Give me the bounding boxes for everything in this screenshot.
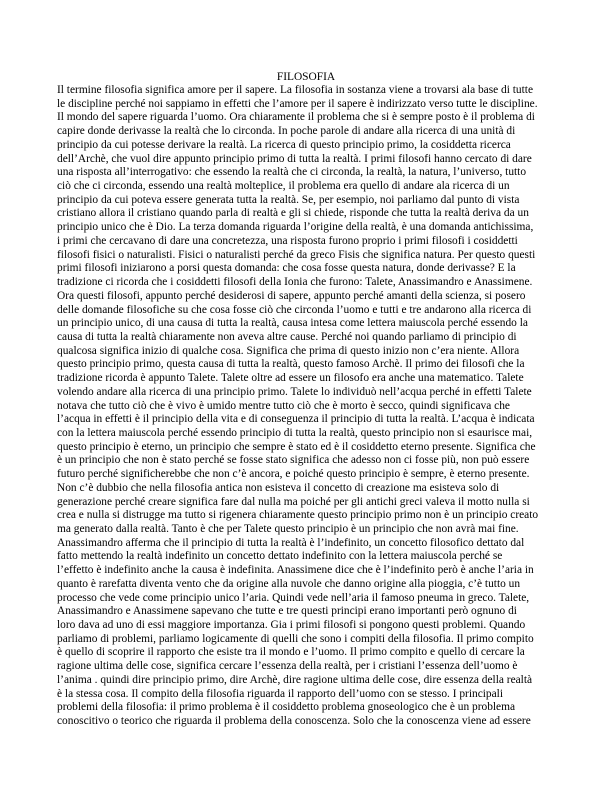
body-text-line: qualcosa significa inizio di qualche cosa. Significa che prima di questo inizio non c’era niente. Allora	[57, 344, 520, 357]
body-text-line: Il termine filosofia significa amore per il sapere. La filosofia in sostanza viene a trovarsi ala base di tutte	[57, 84, 534, 96]
body-text-line: cristiano allora il cristiano quando parla di realtà e gli si chiede, risponde che tutta la realtà deriva da un	[57, 207, 529, 220]
body-text-line: i primi che cercavano di dare una concretezza, una risposta furono proprio i primi filosofi i cosiddetti	[57, 234, 518, 247]
body-text-line: l’effetto è indefinito anche la causa è indefinita. Anassimene dice che è l’indefinito però è anche l’aria in	[57, 564, 534, 577]
document-body	[57, 84, 562, 729]
body-text-line: ciò che ci circonda, essendo una realtà molteplice, il problema era quello di andare ala ricerca di un	[57, 180, 510, 193]
body-text-line: dell’Archè, che vuol dire appunto principio primo di tutta la realtà. I primi filosofi hanno cercato di dare	[57, 152, 532, 165]
body-text-line: quanto è rarefatta diventa vento che da origine alla nuvole che danno origine alla pioggia, c’è tutto un	[57, 577, 521, 590]
body-text-line: delle domande filosofiche su che cosa fosse ciò che circonda l’uomo e tutti e tre andarono alla ricerca di	[57, 303, 532, 316]
body-text-line: questo principio primo, questa causa di tutta la realtà, questo famoso Archè. Il primo dei filosofi che la	[57, 358, 525, 371]
body-text-line: è quello di scoprire il rapporto che esiste tra il mondo e l’uomo. Il primo compito e quello di cercare la	[57, 646, 525, 659]
document-title: FILOSOFIA	[276, 71, 336, 83]
body-text-line: capire donde derivasse la realtà che lo circonda. In poche parole di andare alla ricerca di una unità di	[57, 125, 516, 138]
body-text-line: questo principio è eterno, un principio che sempre è stato ed è il cosiddetto eterno presente. Significa che	[57, 440, 536, 453]
body-text-line: l’anima . quindi dire principio primo, dire Archè, dire ragione ultima delle cose, dire essenza della realtà	[57, 673, 533, 686]
body-text-line: parliamo di problemi, parliamo logicamente di quelli che sono i compiti della filosofia. Il primo compito	[57, 632, 534, 645]
body-text-line: primi filosofi iniziarono a porsi questa domanda: che cosa fosse questa natura, donde derivasse? E la	[57, 262, 516, 275]
body-text-line: Ora questi filosofi, appunto perché desiderosi di sapere, appunto perché amanti della scienza, si posero	[57, 289, 526, 302]
body-text-line: filosofi fisici o naturalisti. Fisici o naturalisti perché da greco Fisis che significa natura. Per questo questi	[57, 248, 536, 261]
body-text-line: causa di tutta la realtà chiaramente non aveva altre cause. Perché noi quando parliamo di principio di	[57, 330, 517, 343]
body-text-line: problemi della filosofia: il primo problema è il cosiddetto problema gnoseologico che è un problema	[57, 701, 516, 714]
body-text-line: un principio unico, di una causa di tutta la realtà, causa intesa come lettera maiuscola perché essendo la	[57, 317, 528, 330]
body-text-line: le discipline perché noi sappiamo in effetti che l’amore per il sapere è indirizzato verso tutte le discipline.	[57, 97, 538, 110]
body-text-line: una risposta all’interrogativo: che essendo la realtà che ci circonda, la realtà, la natura, l’universo, tutto	[57, 166, 527, 179]
body-text-line: ragione ultima delle cose, significa cercare l’essenza della realtà, per i cristiani l’essenza dell’uomo è	[57, 660, 518, 673]
body-text-line: tradizione ci ricorda che i cosiddetti filosofi della Ionia che furono: Talete, Anassimandro e Anassimene.	[57, 276, 533, 289]
body-text-line: conoscitivo o teorico che riguarda il problema della conoscenza. Solo che la conoscenza viene ad essere	[57, 715, 531, 728]
body-text-line: generazione perché creare significa fare dal nulla ma poiché per gli antichi greci valeva il motto nulla si	[57, 495, 530, 508]
body-text-line: principio unico che è Dio. La terza domanda riguarda l’origine della realtà, è una domanda antichissima,	[57, 221, 534, 234]
body-text-line: è la stessa cosa. Il compito della filosofia riguarda il rapporto dell’uomo con se stesso. I principali	[57, 687, 504, 700]
body-text-line: è un principio che non è stato perché se fosse stato significa che adesso non ci fosse più, non può essere	[57, 454, 530, 467]
body-text-line: tradizione ricorda è appunto Talete. Talete oltre ad essere un filosofo era anche una matematico. Talete	[57, 372, 524, 385]
body-text-line: Anassimandro e Anassimene sapevano che tutte e tre questi principi erano importanti però ognuno di	[57, 605, 517, 618]
body-text-line: ma generato dalla realtà. Tanto è che per Talete questo principio è un principio che non avrà mai fine.	[57, 523, 519, 535]
body-text-line: Il mondo del sapere riguarda l’uomo. Ora chiaramente il problema che si è sempre posto è il problema di	[57, 111, 535, 124]
body-text-line: futuro perché significherebbe che non c’è ancora, e poiché questo principio è sempre, è eterno presente.	[57, 468, 530, 481]
body-text-line: Anassimandro afferma che il principio di tutta la realtà è l’indefinito, un concetto filosofico dettato dal	[57, 536, 525, 549]
body-text-line: processo che vede come principio unico l’aria. Quindi vede nell’aria il famoso pneuma in greco. Talete,	[57, 591, 530, 604]
body-text-line: principio da cui potesse derivare la realtà. La ricerca di questo principio primo, la cosiddetta ricerca	[57, 138, 511, 151]
body-text-line: loro dava ad uno di essi maggiore importanza. Gia i primi filosofi si pongono questi problemi. Quando	[57, 619, 526, 632]
body-text-line: Non c’è dubbio che nella filosofia antica non esisteva il concetto di creazione ma esisteva solo di	[57, 481, 500, 494]
body-text-line: principio da cui poteva essere generata tutta la realtà. Se, per esempio, noi parliamo dal punto di vista	[57, 193, 520, 206]
body-text-line: fatto mettendo la realtà indefinito un concetto dettato indefinito con la lettera maiuscola perché se	[57, 550, 503, 563]
body-text-line: notava che tutto ciò che è vivo è umido mentre tutto ciò che è morto è secco, quindi significava che	[57, 399, 510, 412]
body-text-line: l’acqua in effetti è il principio della vita e di conseguenza il principio di tutta la realtà. L’acqua è indicata	[57, 413, 535, 426]
body-text-line: volendo andare alla ricerca di una principio primo. Talete lo individuò nell’acqua perché in effetti Talete	[57, 385, 532, 398]
body-text-line: con la lettera maiuscola perché essendo principio di tutta la realtà, questo principio non si esaurisce mai,	[57, 426, 533, 439]
body-text-line: crea e nulla si distrugge ma tutto si rigenera chiaramente questo principio primo non è un principio creato	[57, 509, 539, 522]
